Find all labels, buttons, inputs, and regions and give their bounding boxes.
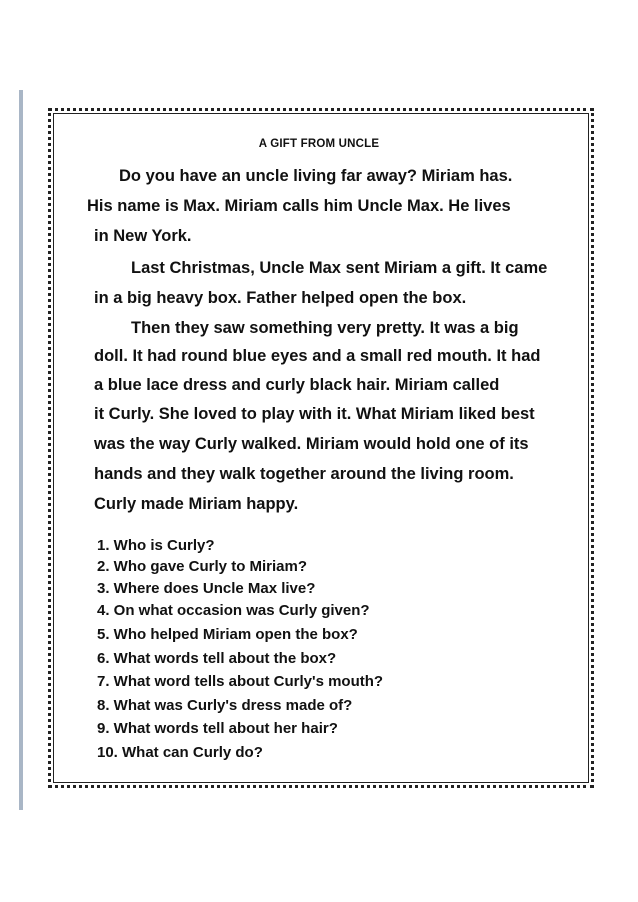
question-item: 4. On what occasion was Curly given?	[97, 602, 370, 619]
story-line: a blue lace dress and curly black hair. Miriam called	[94, 376, 500, 394]
story-line: His name is Max. Miriam calls him Uncle Max. He lives	[87, 197, 511, 215]
story-line: hands and they walk together around the living room.	[94, 465, 514, 483]
question-item: 3. Where does Uncle Max live?	[97, 580, 316, 597]
question-item: 6. What words tell about the box?	[97, 650, 337, 667]
story-line: doll. It had round blue eyes and a small red mouth. It had	[94, 347, 541, 365]
story-line: was the way Curly walked. Miriam would hold one of its	[94, 435, 529, 453]
story-title: A GIFT FROM UNCLE	[258, 138, 380, 150]
question-item: 2. Who gave Curly to Miriam?	[97, 558, 308, 575]
story-line: Do you have an uncle living far away? Miriam has.	[119, 167, 513, 185]
question-item: 5. Who helped Miriam open the box?	[97, 626, 358, 643]
story-line: Last Christmas, Uncle Max sent Miriam a gift. It came	[131, 259, 548, 277]
question-item: 7. What word tells about Curly's mouth?	[97, 673, 384, 690]
story-line: Curly made Miriam happy.	[94, 495, 299, 513]
story-line: in New York.	[94, 227, 192, 245]
question-item: 9. What words tell about her hair?	[97, 720, 338, 737]
question-item: 8. What was Curly's dress made of?	[97, 697, 353, 714]
question-item: 1. Who is Curly?	[97, 537, 215, 554]
story-line: it Curly. She loved to play with it. What Miriam liked best	[94, 405, 535, 423]
story-line: Then they saw something very pretty. It was a big	[131, 319, 519, 337]
story-line: in a big heavy box. Father helped open the box.	[94, 289, 467, 307]
question-item: 10. What can Curly do?	[97, 744, 263, 761]
margin-bar	[19, 90, 23, 810]
